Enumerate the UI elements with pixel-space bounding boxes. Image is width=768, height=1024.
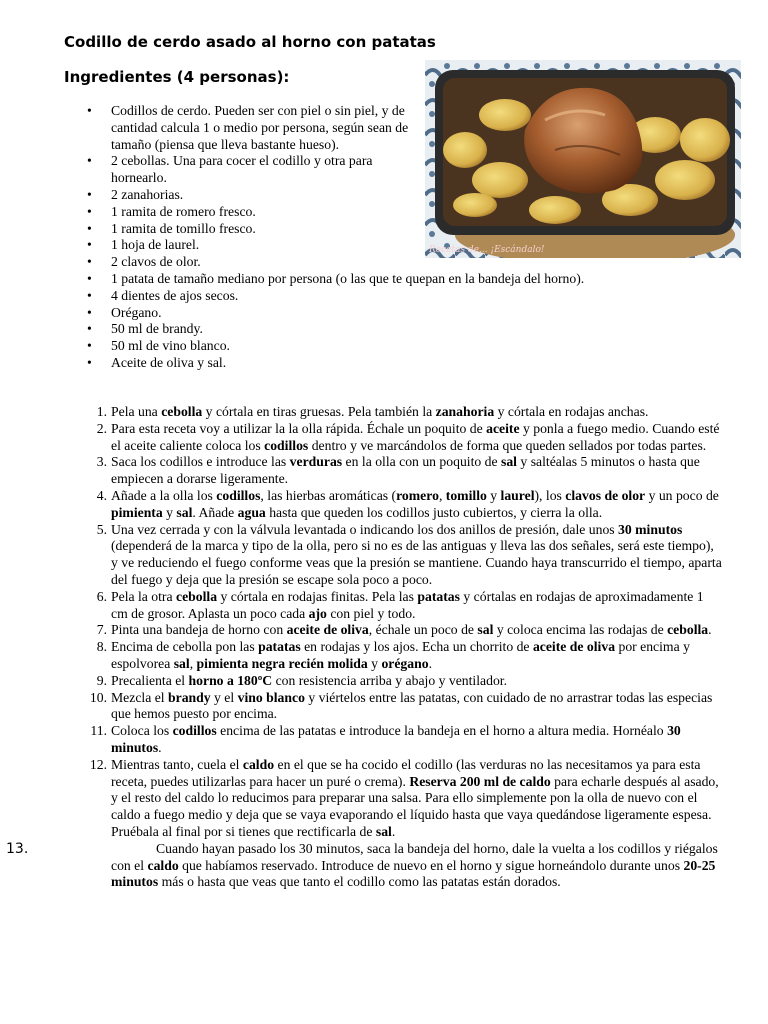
bullet-icon: • [87, 103, 92, 118]
ingredient-text: 1 ramita de romero fresco. [111, 203, 256, 219]
step-text: Encima de cebolla pon las patatas en rodajas y los ajos. Echa un chorrito de aceite de oliva por encima y espolvorea sal, pimienta negra recién molida y orégano. [111, 639, 690, 671]
step-text: Precalienta el horno a 180ºC con resistencia arriba y abajo y ventilador. [111, 672, 508, 688]
ingredient-item [87, 271, 687, 288]
bullet-icon: • [87, 304, 92, 320]
ingredient-text: Codillos de cerdo. Pueden ser con piel o sin piel, y de cantidad calcula 1 o medio por persona, según sean de tamaño (piensa que lleva bastante hueso). [111, 103, 409, 152]
step-text: Saca los codillos e introduce las verduras en la olla con un poquito de sal y saltéalas 5 minutos o hasta que empiecen a dorarse ligeramente. [111, 454, 700, 487]
ingredient-item [87, 204, 411, 221]
step-number: 10. [89, 689, 107, 705]
bullet-icon: • [87, 321, 92, 337]
step-number: 12. [89, 756, 107, 772]
step-item [6, 840, 722, 891]
ingredient-text: 1 hoja de laurel. [111, 237, 200, 253]
ingredient-item [87, 221, 411, 238]
step-item [82, 488, 722, 522]
step-item [82, 421, 722, 455]
step-item [82, 757, 722, 841]
ingredient-item [87, 187, 411, 204]
step-text: Pela la otra cebolla y córtala en rodajas finitas. Pela las patatas y córtalas en rodajas de aproximadamente 1 cm de grosor. Aplasta un poco cada ajo con piel y todo. [111, 588, 704, 621]
step-item [82, 673, 722, 690]
step-number: 5. [96, 521, 107, 537]
ingredients-list [87, 103, 687, 372]
bullet-icon: • [87, 354, 92, 370]
bullet-icon: • [87, 254, 92, 270]
step-text: Pela una cebolla y córtala en tiras gruesas. Pela también la zanahoria y córtala en rodajas anchas. [111, 404, 649, 419]
ingredient-text: 4 dientes de ajos secos. [111, 287, 239, 303]
step-item [82, 622, 722, 639]
bullet-icon: • [87, 237, 92, 253]
ingredient-text: 1 patata de tamaño mediano por persona (o las que te quepan en la bandeja del horno). [111, 270, 585, 286]
step-number: 13. [6, 840, 29, 857]
step-number: 2. [96, 420, 107, 436]
step-number: 8. [96, 639, 107, 655]
ingredient-item [87, 338, 687, 355]
ingredient-text: 2 zanahorias. [111, 186, 184, 202]
ingredient-item [87, 237, 411, 254]
ingredient-text: 50 ml de vino blanco. [111, 338, 230, 354]
step-number: 9. [96, 672, 107, 688]
step-item [82, 404, 722, 421]
bullet-icon: • [87, 338, 92, 354]
step-item [82, 589, 722, 623]
bullet-icon: • [87, 270, 92, 286]
step-number: 1. [96, 404, 107, 419]
ingredient-text: Aceite de oliva y sal. [111, 354, 227, 370]
step-item [82, 690, 722, 724]
ingredient-text: 1 ramita de tomillo fresco. [111, 220, 256, 236]
bullet-icon: • [87, 287, 92, 303]
ingredient-item [87, 305, 687, 322]
step-text: Mezcla el brandy y el vino blanco y viértelos entre las patatas, con cuidado de no arrastrar todas las especias que hemos puesto por encima. [111, 689, 713, 722]
step-number: 3. [96, 454, 107, 470]
step-text: Pinta una bandeja de horno con aceite de oliva, échale un poco de sal y coloca encima las rodajas de cebolla. [111, 622, 712, 638]
step-text: Para esta receta voy a utilizar la la olla rápida. Échale un poquito de aceite y ponla a fuego medio. Cuando esté el aceite caliente coloca los codillos dentro y ve marcándolos de forma que queden sellados por todas partes. [111, 420, 720, 453]
ingredient-text: 2 cebollas. Una para cocer el codillo y otra para hornearlo. [111, 153, 373, 186]
step-number: 11. [90, 723, 107, 739]
step-text: Coloca los codillos encima de las patatas e introduce la bandeja en el horno a altura media. Hornéalo 30 minutos. [111, 723, 681, 755]
step-number: 4. [96, 487, 107, 503]
bullet-icon: • [87, 220, 92, 236]
step-item [82, 454, 722, 488]
ingredient-text: 50 ml de brandy. [111, 321, 203, 337]
ingredient-item [87, 103, 411, 153]
step-text: Una vez cerrada y con la válvula levantada o indicando los dos anillos de presión, dale unos 30 minutos (dependerá de la marca y tipo de la olla, pero si no es de las antiguas y lleva las dos señales, será este tiempo), y ve reduciendo el fuego conforme veas que la presión se mantiene. Cuando haya transcurrido el tiempo, aparta del fuego y deja que la presión se escape sola poco a poco. [111, 521, 722, 587]
bullet-icon: • [87, 153, 92, 169]
ingredients-heading: Ingredientes (4 personas): [64, 68, 290, 86]
ingredient-text: 2 clavos de olor. [111, 254, 201, 270]
step-text: Añade a la olla los codillos, las hierbas aromáticas (romero, tomillo y laurel), los clavos de olor y un poco de pimienta y sal. Añade agua hasta que queden los codillos justo cubiertos, y cierra la olla. [111, 487, 719, 520]
step-item [82, 723, 722, 757]
ingredient-item [87, 153, 411, 187]
photo-watermark: Recetas de... ¡Escándalo! [429, 245, 545, 255]
ingredient-item [87, 254, 411, 271]
step-item [82, 522, 722, 589]
bullet-icon: • [87, 203, 92, 219]
ingredient-text: Orégano. [111, 304, 162, 320]
step-number: 6. [96, 588, 107, 604]
step-item [82, 639, 722, 673]
recipe-title: Codillo de cerdo asado al horno con patatas [64, 33, 436, 51]
ingredient-item [87, 288, 687, 305]
ingredient-item [87, 321, 687, 338]
step-number: 7. [96, 622, 107, 638]
ingredient-item [87, 355, 687, 372]
step-text: Mientras tanto, cuela el caldo en el que se ha cocido el codillo (las verduras no las necesitamos ya para esta receta, puedes utilizarlas para hacer un puré o crema). Reserva 200 ml de caldo para echarle después al asado, y el resto del caldo lo reducimos para preparar una salsa. Para ello simplemente pon la olla de nuevo con el caldo a fuego medio y deja que se vaya evaporando el líquido hasta que vaya quedándose ligeramente espesa. Pruébala al final por si tienes que rectificarla de sal. [111, 756, 719, 839]
steps-list [6, 404, 722, 891]
step-text: Cuando hayan pasado los 30 minutos, saca la bandeja del horno, dale la vuelta a los codillos y riégalos con el caldo que habíamos reservado. Introduce de nuevo en el horno y sigue horneándolo durante unos 20-25 minutos más o hasta que veas que tanto el codillo como las patatas están dorados. [111, 840, 718, 890]
bullet-icon: • [87, 186, 92, 202]
